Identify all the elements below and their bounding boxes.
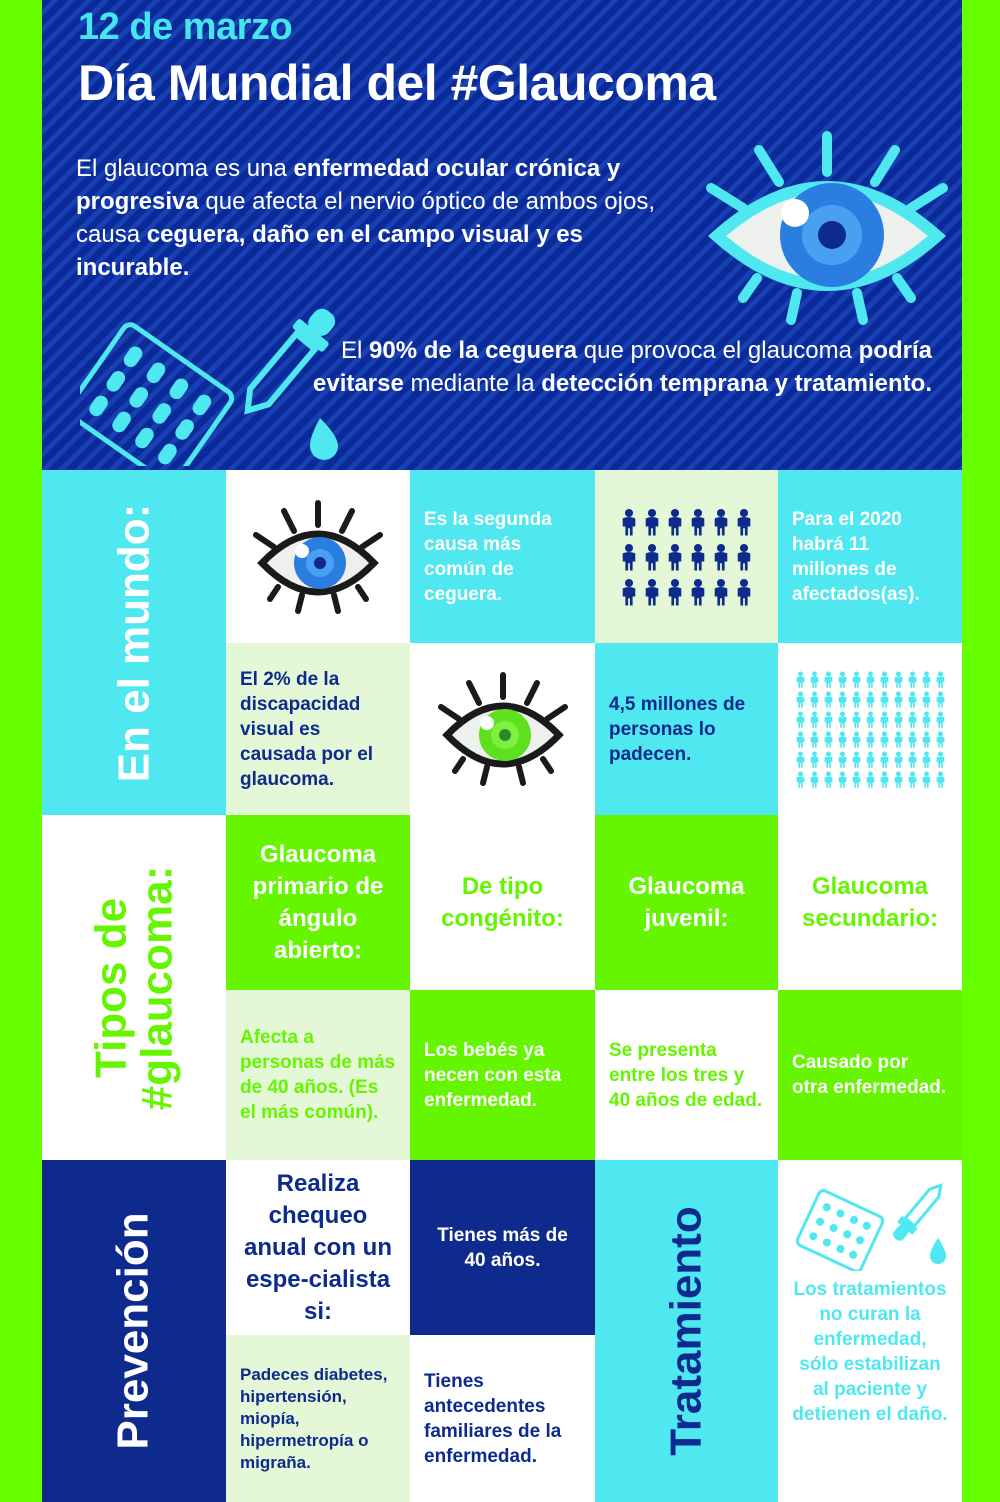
people-icon-grid bbox=[620, 507, 753, 607]
type-title: Glaucoma primario de ángulo abierto: bbox=[252, 840, 384, 964]
condition-age: Tienes más de 40 años. bbox=[437, 1224, 568, 1271]
type-title: Glaucoma juvenil: bbox=[628, 872, 745, 932]
person-icon bbox=[851, 671, 862, 688]
section-label-types bbox=[42, 815, 226, 1160]
type-desc-cell bbox=[226, 990, 410, 1160]
type-title-cell bbox=[410, 815, 595, 990]
fact-cell bbox=[595, 643, 778, 815]
prevention-stat-paragraph bbox=[312, 334, 932, 400]
person-icon bbox=[837, 691, 848, 708]
person-icon bbox=[935, 771, 946, 788]
person-icon bbox=[823, 731, 834, 748]
person-icon bbox=[935, 731, 946, 748]
header-banner bbox=[42, 0, 962, 470]
eye-icon bbox=[697, 128, 957, 338]
person-icon bbox=[921, 691, 932, 708]
fact-cell bbox=[226, 643, 410, 815]
person-icon bbox=[620, 577, 638, 607]
intro-part-bold: ceguera, daño en el campo visual y es incurable. bbox=[76, 221, 583, 281]
person-icon bbox=[879, 691, 890, 708]
person-icon bbox=[935, 691, 946, 708]
type-desc-cell bbox=[410, 990, 595, 1160]
person-icon bbox=[865, 751, 876, 768]
type-desc: Afecta a personas de más de 40 años. (Es el más común). bbox=[240, 1027, 396, 1123]
person-icon bbox=[795, 731, 806, 748]
world-label: En el mundo: bbox=[109, 503, 158, 782]
treatment-label: Tratamiento bbox=[661, 1206, 711, 1456]
person-icon bbox=[935, 671, 946, 688]
person-icon bbox=[620, 507, 638, 537]
date-heading: 12 de marzo bbox=[78, 6, 293, 48]
person-icon bbox=[689, 542, 707, 572]
pill-blister-and-dropper-icon bbox=[790, 1176, 950, 1271]
person-icon bbox=[689, 577, 707, 607]
fact-second-cause: Es la segunda causa más común de ceguera. bbox=[424, 508, 552, 605]
person-icon bbox=[837, 731, 848, 748]
person-icon bbox=[879, 731, 890, 748]
intro-part-bold: enfermedad ocular crónica y progresiva bbox=[76, 155, 621, 215]
types-label-line1: Tipos de bbox=[86, 897, 136, 1078]
stat-part-bold: detección temprana y tratamiento. bbox=[541, 370, 932, 397]
person-icon bbox=[837, 711, 848, 728]
person-icon bbox=[643, 577, 661, 607]
eye-icon bbox=[248, 497, 388, 617]
person-icon bbox=[865, 671, 876, 688]
treatment-text: Los tratamientos no curan la enfermedad, sólo estabilizan al paciente y detienen el daño. bbox=[792, 1279, 948, 1425]
person-icon bbox=[795, 751, 806, 768]
person-icon bbox=[893, 671, 904, 688]
person-icon bbox=[809, 691, 820, 708]
person-icon bbox=[712, 542, 730, 572]
person-icon bbox=[643, 542, 661, 572]
condition-cell bbox=[410, 1160, 595, 1335]
person-icon bbox=[735, 577, 753, 607]
person-icon bbox=[837, 671, 848, 688]
person-icon bbox=[935, 751, 946, 768]
person-icon bbox=[865, 691, 876, 708]
eye-blue-cell bbox=[226, 470, 410, 643]
person-icon bbox=[837, 751, 848, 768]
person-icon bbox=[879, 711, 890, 728]
person-icon bbox=[907, 771, 918, 788]
prevention-intro-cell bbox=[226, 1160, 410, 1335]
person-icon bbox=[823, 671, 834, 688]
fact-2pct: El 2% de la discapacidad visual es causada por el glaucoma. bbox=[240, 668, 374, 790]
stat-part-bold: podría evitarse bbox=[313, 337, 932, 397]
stat-part: que provoca el glaucoma bbox=[577, 337, 859, 364]
pill-blister-and-dropper-icon bbox=[80, 296, 350, 466]
person-icon bbox=[795, 711, 806, 728]
person-icon bbox=[620, 542, 638, 572]
facts-grid bbox=[42, 470, 962, 1502]
eye-green-cell bbox=[410, 643, 595, 815]
person-icon bbox=[643, 507, 661, 537]
treatment-cell bbox=[778, 1160, 962, 1502]
person-icon bbox=[823, 691, 834, 708]
person-icon bbox=[893, 771, 904, 788]
person-icon bbox=[935, 711, 946, 728]
fact-45m: 4,5 millones de personas lo padecen. bbox=[609, 693, 746, 765]
person-icon bbox=[666, 507, 684, 537]
person-icon bbox=[907, 691, 918, 708]
person-icon bbox=[907, 711, 918, 728]
infographic bbox=[42, 0, 962, 1502]
person-icon bbox=[795, 691, 806, 708]
intro-paragraph bbox=[76, 152, 696, 284]
person-icon bbox=[921, 671, 932, 688]
person-icon bbox=[712, 507, 730, 537]
person-icon bbox=[666, 542, 684, 572]
person-icon bbox=[907, 751, 918, 768]
person-icon bbox=[851, 771, 862, 788]
type-desc: Causado por otra enfermedad. bbox=[792, 1052, 947, 1098]
person-icon bbox=[809, 671, 820, 688]
types-label-line2: #glaucoma: bbox=[132, 865, 182, 1110]
person-icon bbox=[809, 731, 820, 748]
person-icon bbox=[921, 751, 932, 768]
person-icon bbox=[879, 771, 890, 788]
person-icon bbox=[907, 671, 918, 688]
person-icon bbox=[921, 731, 932, 748]
page-title: Día Mundial del #Glaucoma bbox=[78, 55, 716, 111]
person-icon bbox=[689, 507, 707, 537]
person-icon bbox=[712, 577, 730, 607]
person-icon bbox=[851, 691, 862, 708]
person-icon bbox=[735, 507, 753, 537]
prevention-label: Prevención bbox=[109, 1212, 158, 1450]
person-icon bbox=[865, 711, 876, 728]
person-icon bbox=[893, 711, 904, 728]
person-icon bbox=[907, 731, 918, 748]
person-icon bbox=[809, 751, 820, 768]
stat-part-bold: 90% de la ceguera bbox=[369, 337, 578, 364]
person-icon bbox=[879, 751, 890, 768]
person-icon bbox=[865, 731, 876, 748]
person-icon bbox=[837, 771, 848, 788]
prevention-intro: Realiza chequeo anual con un espe-cialista si: bbox=[243, 1169, 392, 1325]
condition-cell bbox=[410, 1335, 595, 1502]
people-small-cell bbox=[595, 470, 778, 643]
type-title: De tipo congénito: bbox=[441, 872, 564, 932]
condition-family: Tienes antecedentes familiares de la enfermedad. bbox=[424, 1370, 562, 1467]
person-icon bbox=[893, 731, 904, 748]
type-desc-cell bbox=[595, 990, 778, 1160]
stat-part: El bbox=[341, 337, 370, 364]
fact-cell bbox=[410, 470, 595, 643]
type-title-cell bbox=[226, 815, 410, 990]
person-icon bbox=[795, 671, 806, 688]
person-icon bbox=[851, 711, 862, 728]
person-icon bbox=[879, 671, 890, 688]
person-icon bbox=[865, 771, 876, 788]
person-icon bbox=[893, 751, 904, 768]
intro-part: que afecta el nervio óptico de ambos ojos, causa bbox=[76, 188, 655, 248]
type-desc: Se presenta entre los tres y 40 años de edad. bbox=[609, 1039, 763, 1111]
intro-part: El glaucoma es una bbox=[76, 155, 294, 182]
condition-diseases: Padeces diabetes, hipertensión, miopía, hipermetropía o migraña. bbox=[240, 1364, 388, 1472]
people-icon-grid bbox=[795, 671, 946, 788]
person-icon bbox=[795, 771, 806, 788]
eye-icon bbox=[433, 669, 573, 789]
type-desc: Los bebés ya necen con esta enfermedad. bbox=[424, 1039, 562, 1111]
person-icon bbox=[851, 751, 862, 768]
type-title-cell bbox=[595, 815, 778, 990]
person-icon bbox=[921, 711, 932, 728]
person-icon bbox=[735, 542, 753, 572]
type-title-cell bbox=[778, 815, 962, 990]
person-icon bbox=[666, 577, 684, 607]
person-icon bbox=[921, 771, 932, 788]
section-label-world bbox=[42, 470, 226, 815]
person-icon bbox=[809, 771, 820, 788]
type-title: Glaucoma secundario: bbox=[801, 872, 939, 932]
type-desc-cell bbox=[778, 990, 962, 1160]
person-icon bbox=[893, 691, 904, 708]
fact-2020: Para el 2020 habrá 11 millones de afectados(as). bbox=[792, 508, 920, 605]
condition-cell bbox=[226, 1335, 410, 1502]
people-large-cell bbox=[778, 643, 962, 815]
section-label-treatment bbox=[595, 1160, 778, 1502]
person-icon bbox=[851, 731, 862, 748]
stat-part: mediante la bbox=[403, 370, 542, 397]
types-label bbox=[88, 865, 180, 1110]
fact-cell bbox=[778, 470, 962, 643]
section-label-prevention bbox=[42, 1160, 226, 1502]
person-icon bbox=[809, 711, 820, 728]
person-icon bbox=[823, 771, 834, 788]
person-icon bbox=[823, 711, 834, 728]
person-icon bbox=[823, 751, 834, 768]
